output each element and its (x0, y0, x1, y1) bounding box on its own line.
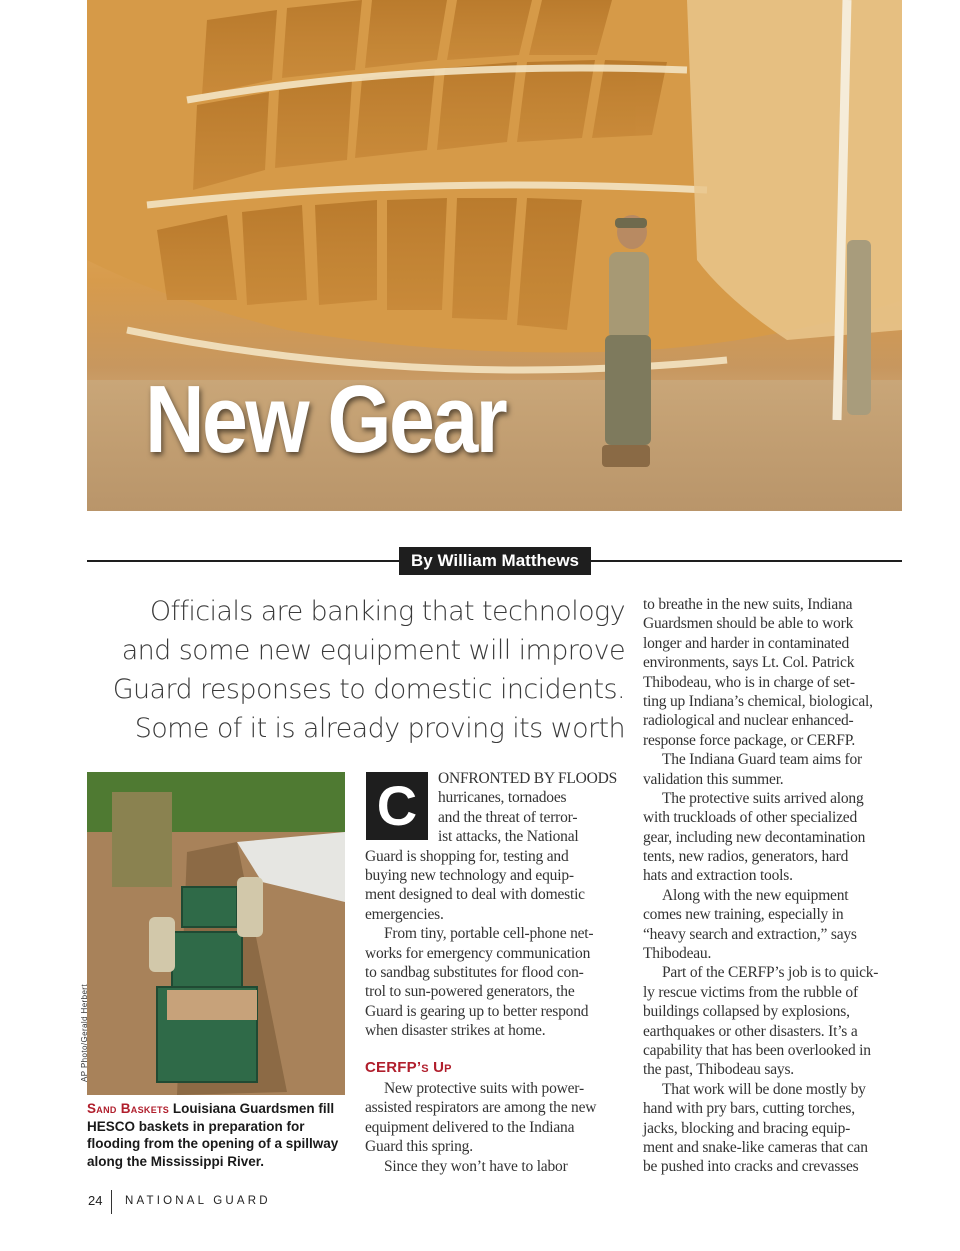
text-line: comes new training, especially in (643, 906, 844, 924)
text-line: earthquakes or other disasters. It’s a (643, 1022, 858, 1040)
text-line: Guardsmen should be able to work (643, 615, 854, 633)
text-line: the past, Thibodeau says. (643, 1061, 794, 1079)
text-line: environments, says Lt. Col. Patrick (643, 654, 855, 672)
body-column-2-continued (365, 1079, 627, 1176)
text-line: New protective suits with power- (384, 1080, 584, 1097)
text-line: tents, new radios, generators, hard (643, 848, 849, 866)
text-line: ment designed to deal with domestic (365, 886, 585, 904)
text-line: Since they won’t have to labor (384, 1157, 568, 1175)
text-line: ly rescue victims from the rubble of (643, 983, 858, 1001)
text-line: “heavy search and extraction,” says (643, 925, 857, 943)
body-column-3 (643, 595, 905, 1177)
text-line: Guard is gearing up to better respond (365, 1002, 589, 1020)
text-line: response force package, or CERFP. (643, 731, 856, 749)
trench-illustration (87, 772, 345, 1095)
hesco-photo (87, 772, 345, 1095)
text-line: to sandbag substitutes for flood con- (365, 963, 584, 981)
text-line: capability that has been overlooked in (643, 1041, 871, 1059)
text-line: buying new technology and equip- (365, 866, 574, 884)
text-line: and the threat of terror- (438, 808, 578, 826)
text-line: Part of the CERFP’s job is to quick- (662, 964, 879, 982)
text-line: Thibodeau, who is in charge of set- (643, 673, 855, 691)
text-line: be pushed into cracks and crevasses (643, 1158, 859, 1176)
text-line: hats and extraction tools. (643, 867, 793, 885)
text-line: ting up Indiana’s chemical, biological, (643, 692, 873, 710)
text-line: Guard this spring. (365, 1138, 473, 1156)
text-line: radiological and nuclear enhanced- (643, 712, 854, 730)
text-line: From tiny, portable cell-phone net- (384, 925, 594, 943)
text-line: That work will be done mostly by (662, 1080, 866, 1098)
text-line: hand with pry bars, cutting torches, (643, 1100, 855, 1118)
caption-head: Sand Baskets (87, 1101, 170, 1116)
text-line: buildings collapsed by explosions, (643, 1003, 850, 1021)
text-line: Thibodeau. (643, 945, 712, 963)
text-line: equipment delivered to the Indiana (365, 1118, 575, 1136)
drop-cap: C (366, 772, 428, 840)
deck-line: Guard responses to domestic incidents. (112, 674, 625, 705)
deck-line: Some of it is already proving its worth (134, 713, 625, 744)
text-line: ist attacks, the National (438, 828, 579, 846)
deck-line: and some new equipment will improve (121, 635, 625, 666)
text-line: jacks, blocking and bracing equip- (643, 1119, 851, 1137)
article-title: New Gear (145, 366, 506, 473)
text-line: when disaster strikes at home. (365, 1022, 546, 1040)
text-line: hurricanes, tornadoes (438, 789, 567, 807)
text-line: ment and snake-like cameras that can (643, 1138, 868, 1156)
photo-caption (87, 1100, 349, 1170)
text-line: works for emergency communication (365, 944, 591, 962)
byline: By William Matthews (399, 547, 591, 575)
photo-credit: AP Photo/Gerald Herbert (80, 984, 89, 1082)
section-subhead: CERFP’s Up (365, 1059, 452, 1076)
text-line: with truckloads of other specialized (643, 809, 858, 827)
text-line: to breathe in the new suits, Indiana (643, 596, 853, 613)
article-deck (100, 592, 625, 748)
footer-rule (111, 1190, 112, 1214)
text-line: Along with the new equipment (662, 886, 849, 904)
page-number: 24 (88, 1193, 103, 1208)
text-line: The protective suits arrived along (662, 789, 864, 807)
text-line: longer and harder in contaminated (643, 634, 850, 652)
text-line: ONFRONTED BY FLOODS (438, 770, 618, 787)
text-line: emergencies. (365, 905, 444, 923)
text-line: assisted respirators are among the new (365, 1099, 597, 1117)
text-line: validation this summer. (643, 770, 784, 788)
text-line: trol to sun-powered generators, the (365, 983, 575, 1001)
caption-text: Louisiana Guardsmen fill HESCO baskets in preparation for flooding from the opening of a spillway along the Mississippi River. (87, 1101, 339, 1169)
magazine-name: NATIONAL GUARD (125, 1195, 271, 1207)
deck-line: Officials are banking that technology (149, 596, 625, 627)
hero-photo (87, 0, 902, 511)
text-line: Guard is shopping for, testing and (365, 847, 569, 865)
text-line: gear, including new decontamination (643, 828, 866, 846)
body-column-2 (365, 769, 627, 1040)
text-line: The Indiana Guard team aims for (662, 751, 862, 769)
